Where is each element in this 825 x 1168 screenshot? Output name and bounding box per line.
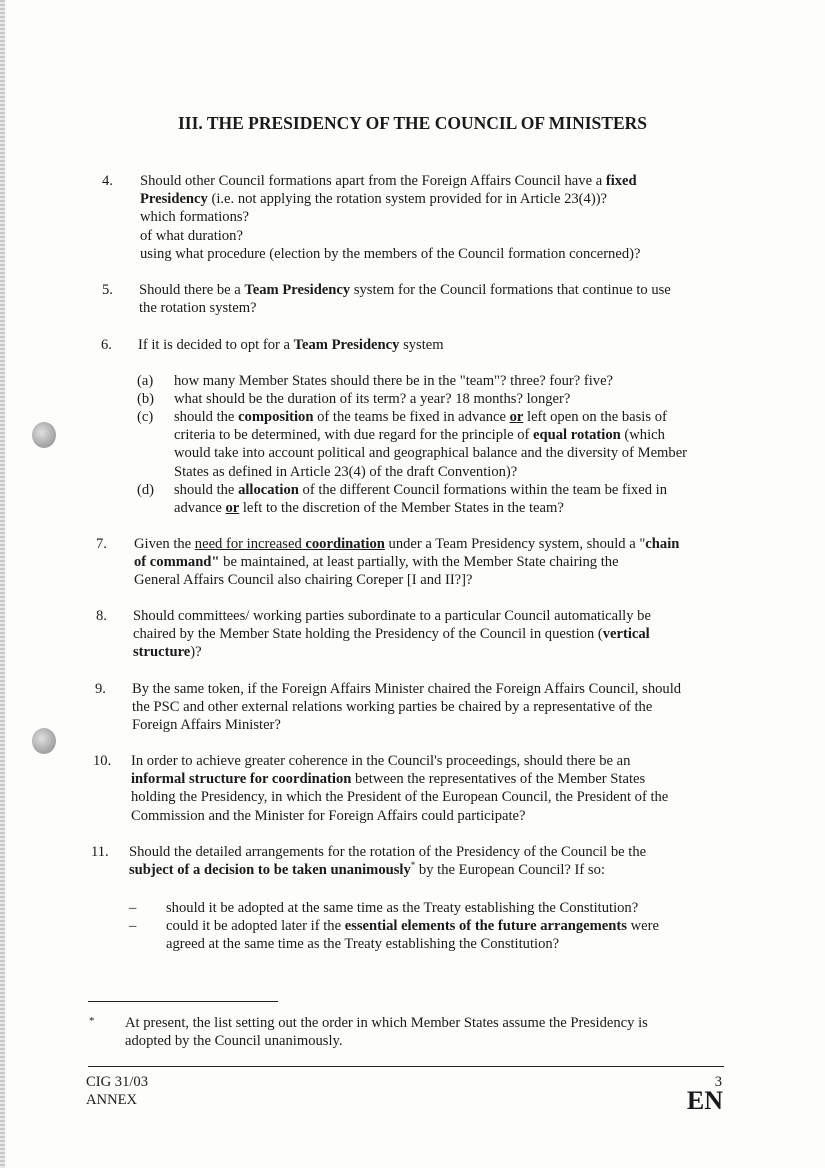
footnote-mark: * <box>89 1015 95 1027</box>
annex-label: ANNEX <box>86 1092 138 1108</box>
question-text: Should there be a Team Presidency system for the Council formations that continue to use the rotation system? <box>139 282 671 317</box>
question-text: By the same token, if the Foreign Affairs Minister chaired the Foreign Affairs Council, should the PSC and other external relations working parties be chaired by a representative of the Foreign Affairs Minister? <box>132 681 682 734</box>
bullet-text: should it be adopted at the same time as the Treaty establishing the Constitution? <box>166 900 639 916</box>
question-text: If it is decided to opt for a Team Presidency system <box>138 337 444 353</box>
question-text: Should the detailed arrangements for the rotation of the Presidency of the Council be the subject of a decision to be taken unanimously* by the European Council? If so: <box>129 844 647 879</box>
footnote-separator <box>88 1001 278 1002</box>
question-number: 6. <box>101 337 112 353</box>
subitem-text: how many Member States should there be in the "team"? three? four? five? <box>174 373 614 389</box>
footer-rule <box>88 1066 724 1067</box>
language-code: EN <box>686 1086 723 1115</box>
subitem-text: should the allocation of the different Council formations within the team be fixed in advance or left to the discretion of the Member States in the team? <box>174 482 668 517</box>
subitem-text: should the composition of the teams be fixed in advance or left open on the basis of criteria to be determined, with due regard for the principle of equal rotation (which would take into account political and geographical balance and the diversity of Member States as defined in Article 23(4) of the draft Convention)? <box>174 409 688 480</box>
question-text: Should other Council formations apart from the Foreign Affairs Council have a fixed Presidency (i.e. not applying the rotation system provided for in Article 23(4))? which formations? of what duration? using what procedure (election by the members of the Council formation concerned)? <box>140 173 641 262</box>
question-number: 11. <box>91 844 109 860</box>
subitem-label: (d) <box>137 482 155 498</box>
question-number: 10. <box>93 753 112 769</box>
bullet-dash: – <box>129 918 137 934</box>
doc-reference: CIG 31/03 <box>86 1074 149 1090</box>
question-number: 7. <box>96 536 107 552</box>
page-number: 3 <box>714 1074 722 1090</box>
punch-hole <box>32 422 56 448</box>
subitem-label: (a) <box>137 373 154 389</box>
question-number: 4. <box>102 173 113 189</box>
question-text: Should committees/ working parties subordinate to a particular Council automatically be chaired by the Member State holding the Presidency of the Council in question (vertical structure)? <box>133 608 651 661</box>
question-number: 5. <box>102 282 113 298</box>
punch-hole <box>32 728 56 754</box>
question-text: Given the need for increased coordination under a Team Presidency system, should a "chain of command" be maintained, at least partially, with the Member State chairing the General Affairs Council also chairing Coreper [I and II?]? <box>134 536 680 589</box>
question-number: 9. <box>95 681 106 697</box>
footnote-text: At present, the list setting out the order in which Member States assume the Presidency is adopted by the Council unanimously. <box>125 1015 648 1050</box>
question-text: In order to achieve greater coherence in the Council's proceedings, should there be an informal structure for coordination between the representatives of the Member States holding the Presidency, in which the President of the European Council, the President of the Commission and the Minister for Foreign Affairs could participate? <box>131 753 669 824</box>
page-title: III. THE PRESIDENCY OF THE COUNCIL OF MINISTERS <box>177 113 648 133</box>
scan-edge <box>0 0 5 1168</box>
bullet-text: could it be adopted later if the essential elements of the future arrangements were agreed at the same time as the Treaty establishing the Constitution? <box>166 918 659 953</box>
subitem-label: (c) <box>137 409 154 425</box>
bullet-dash: – <box>129 900 137 916</box>
question-number: 8. <box>96 608 107 624</box>
subitem-label: (b) <box>137 391 155 407</box>
subitem-text: what should be the duration of its term? a year? 18 months? longer? <box>174 391 571 407</box>
